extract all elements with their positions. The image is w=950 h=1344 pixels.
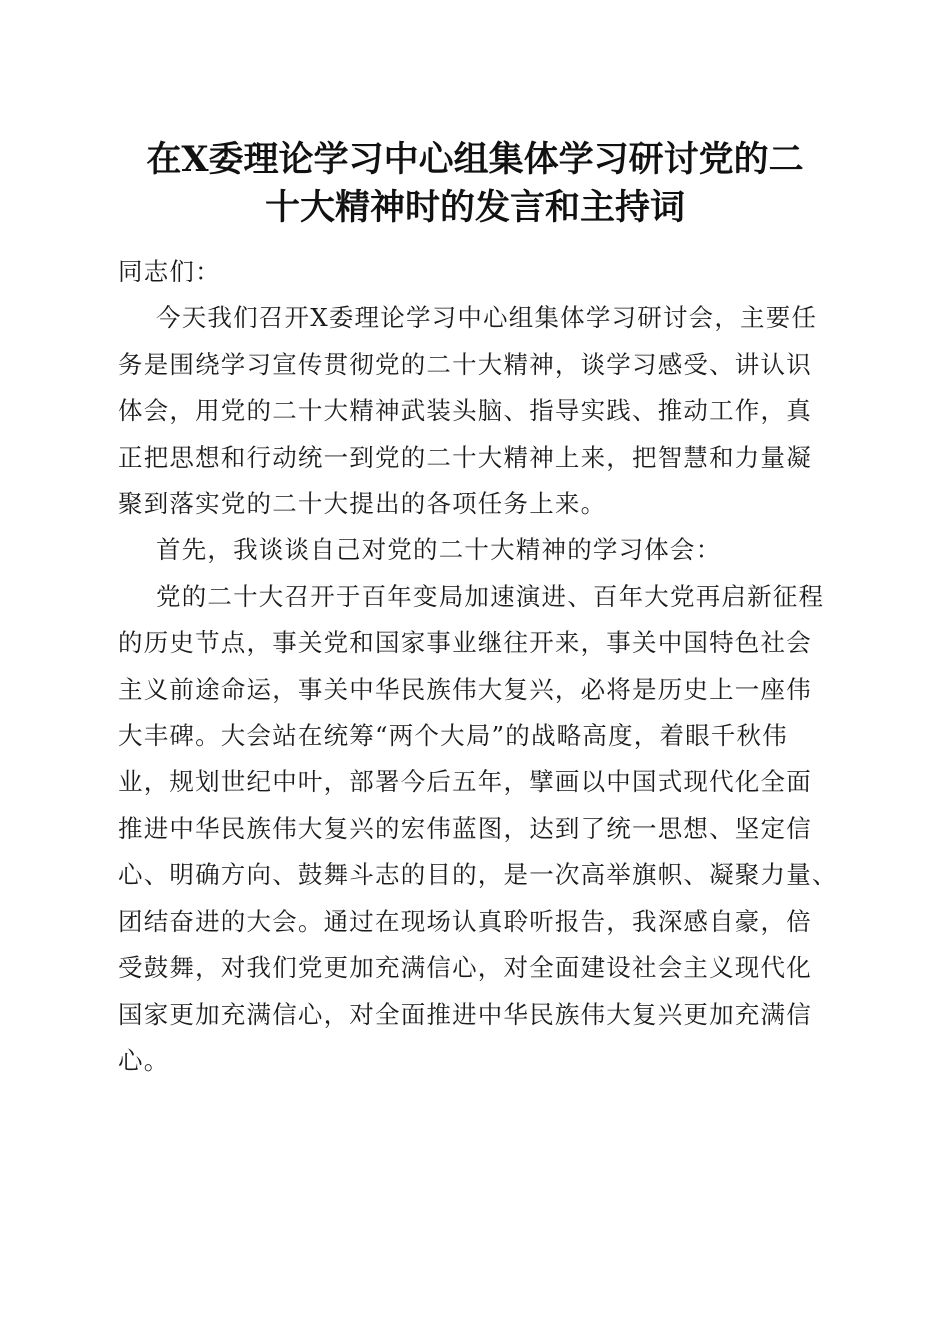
text-line: 推进中华民族伟大复兴的宏伟蓝图，达到了统一思想、坚定信 [118, 813, 812, 843]
text-line: 党的二十大召开于百年变局加速演进、百年大党再启新征程 [156, 581, 825, 611]
text-line: 团结奋进的大会。通过在现场认真聆听报告，我深感自豪，倍 [118, 906, 812, 936]
document-title [110, 136, 840, 232]
text-line: 心。 [118, 1045, 170, 1075]
text-line: 正把思想和行动统一到党的二十大精神上来，把智慧和力量凝 [118, 442, 812, 472]
title-line: 在X委理论学习中心组集体学习研讨党的二 [146, 139, 804, 180]
text-line: 首先，我谈谈自己对党的二十大精神的学习体会： [156, 535, 722, 565]
document-body [118, 249, 838, 1084]
text-line: 大丰碑。大会站在统筹“两个大局”的战略高度，着眼千秋伟 [118, 721, 788, 751]
salutation: 同志们： [118, 257, 221, 286]
text-line: 主义前途命运，事关中华民族伟大复兴，必将是历史上一座伟 [118, 674, 812, 704]
text-line: 务是围绕学习宣传贯彻党的二十大精神，谈学习感受、讲认识 [118, 349, 812, 379]
text-line: 受鼓舞，对我们党更加充满信心，对全面建设社会主义现代化 [118, 953, 812, 983]
text-line: 国家更加充满信心，对全面推进中华民族伟大复兴更加充满信 [118, 999, 812, 1029]
paragraph-opening [118, 295, 830, 527]
title-line: 十大精神时的发言和主持词 [264, 187, 685, 228]
text-line: 的历史节点，事关党和国家事业继往开来，事关中国特色社会 [118, 628, 812, 658]
paragraph-reflection [118, 574, 838, 1084]
paragraph-intro [118, 527, 830, 573]
text-line: 体会，用党的二十大精神武装头脑、指导实践、推动工作，真 [118, 396, 812, 426]
text-line: 今天我们召开X委理论学习中心组集体学习研讨会，主要任 [156, 303, 818, 333]
text-line: 聚到落实党的二十大提出的各项任务上来。 [118, 489, 607, 519]
text-line: 心、明确方向、鼓舞斗志的目的，是一次高举旗帜、凝聚力量、 [118, 860, 838, 890]
text-line: 业，规划世纪中叶，部署今后五年，擘画以中国式现代化全面 [118, 767, 812, 797]
